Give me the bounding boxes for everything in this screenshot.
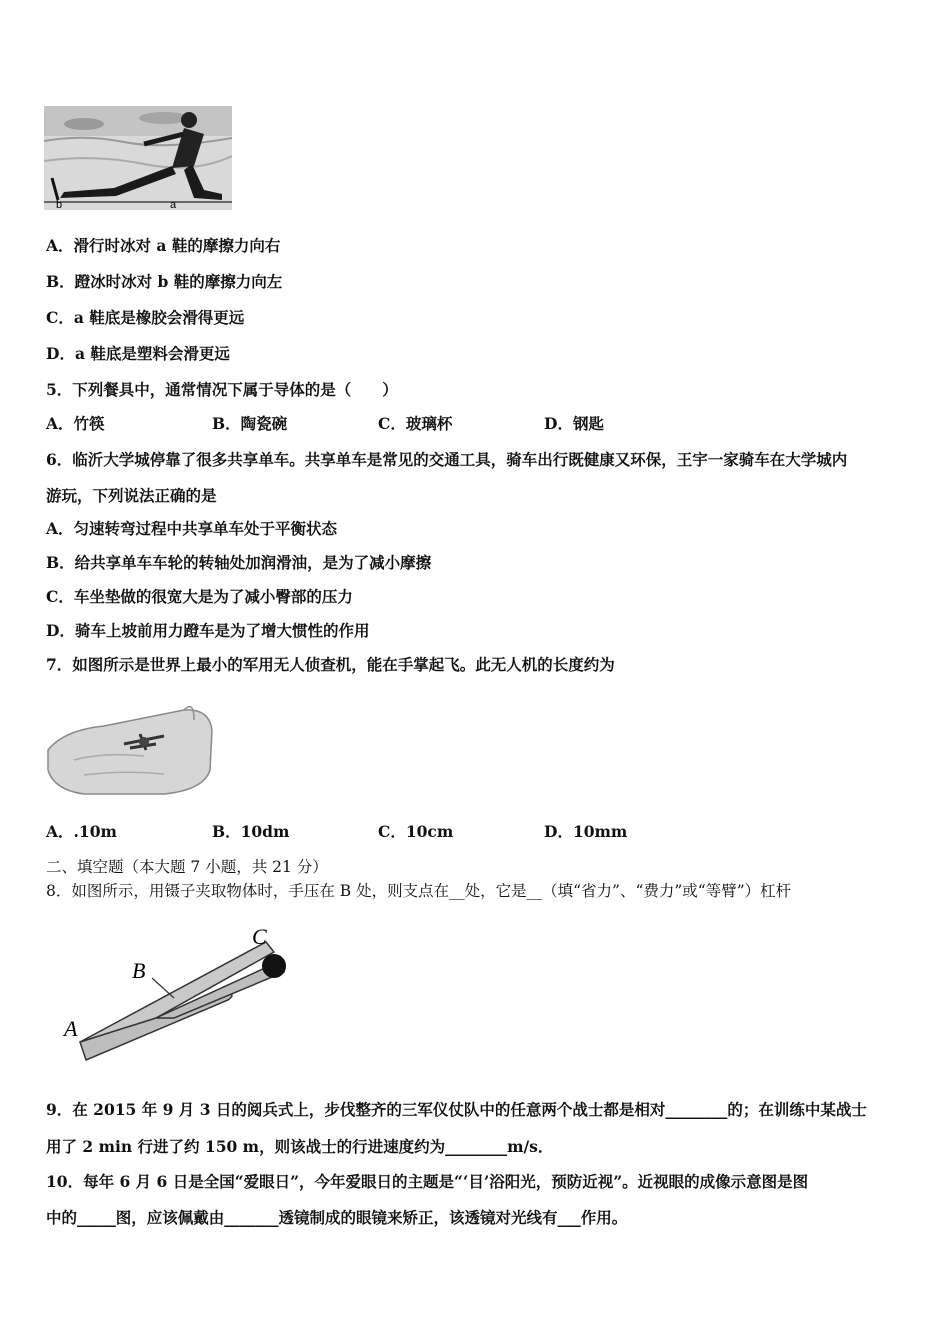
q4-option-d: D．a 鞋底是塑料会滑更远 <box>46 344 230 363</box>
q6-option-d: D．骑车上坡前用力蹬车是为了增大惯性的作用 <box>46 621 370 640</box>
q6-option-a: A．匀速转弯过程中共享单车处于平衡状态 <box>46 519 338 538</box>
q9-line1: 9．在 2015 年 9 月 3 日的阅兵式上，步伐整齐的三军仪仗队中的任意两个战士都是相对________的；在训练中某战士 <box>46 1100 867 1119</box>
q7-option-c: C．10cm <box>378 822 454 841</box>
label-b: b <box>56 199 63 210</box>
q5-option-c: C．玻璃杯 <box>378 414 453 433</box>
q10-line1: 10．每年 6 月 6 日是全国“爱眼日”，今年爱眼日的主题是“‘目’浴阳光，预防近视”。近视眼的成像示意图是图 <box>46 1172 809 1191</box>
q8-stem: 8．如图所示，用镊子夹取物体时，手压在 B 处，则支点在__处，它是__（填“省力”、“费力”或“等臂”）杠杆 <box>46 882 792 900</box>
skater-figure <box>44 106 232 210</box>
q6-option-c: C．车坐垫做的很宽大是为了减小臀部的压力 <box>46 587 353 606</box>
q6-option-b: B．给共享单车车轮的转轴处加润滑油，是为了减小摩擦 <box>46 553 432 572</box>
tweezers-figure <box>56 922 306 1070</box>
q5-stem: 5．下列餐具中，通常情况下属于导体的是（ ） <box>46 380 398 399</box>
section-heading: 二、填空题（本大题 7 小题，共 21 分） <box>46 858 328 876</box>
label-a: a <box>170 199 177 210</box>
label-B: B <box>132 958 146 983</box>
q5-option-b: B．陶瓷碗 <box>212 414 288 433</box>
q6-stem-line1: 6．临沂大学城停靠了很多共享单车。共享单车是常见的交通工具，骑车出行既健康又环保，王宇一家骑车在大学城内 <box>46 450 848 469</box>
q7-option-b: B．10dm <box>212 822 290 841</box>
q5-option-a: A．竹筷 <box>46 414 105 433</box>
q7-stem: 7．如图所示是世界上最小的军用无人侦查机，能在手掌起飞。此无人机的长度约为 <box>46 655 615 674</box>
q4-option-b: B．蹬冰时冰对 b 鞋的摩擦力向左 <box>46 272 283 291</box>
label-A: A <box>64 1016 78 1041</box>
drone-hand-figure <box>44 690 214 800</box>
q10-line2: 中的_____图，应该佩戴由_______透镜制成的眼镜来矫正，该透镜对光线有___作用。 <box>46 1208 628 1227</box>
q6-stem-line2: 游玩，下列说法正确的是 <box>46 486 217 505</box>
label-C: C <box>252 924 267 949</box>
q7-option-d: D．10mm <box>544 822 628 841</box>
q5-option-d: D．钢匙 <box>544 414 604 433</box>
q9-line2: 用了 2 min 行进了约 150 m，则该战士的行进速度约为________m/s． <box>46 1137 554 1156</box>
q4-option-c: C．a 鞋底是橡胶会滑得更远 <box>46 308 245 327</box>
q4-option-a: A．滑行时冰对 a 鞋的摩擦力向右 <box>46 236 281 255</box>
q7-option-a: A．.10m <box>46 822 117 841</box>
